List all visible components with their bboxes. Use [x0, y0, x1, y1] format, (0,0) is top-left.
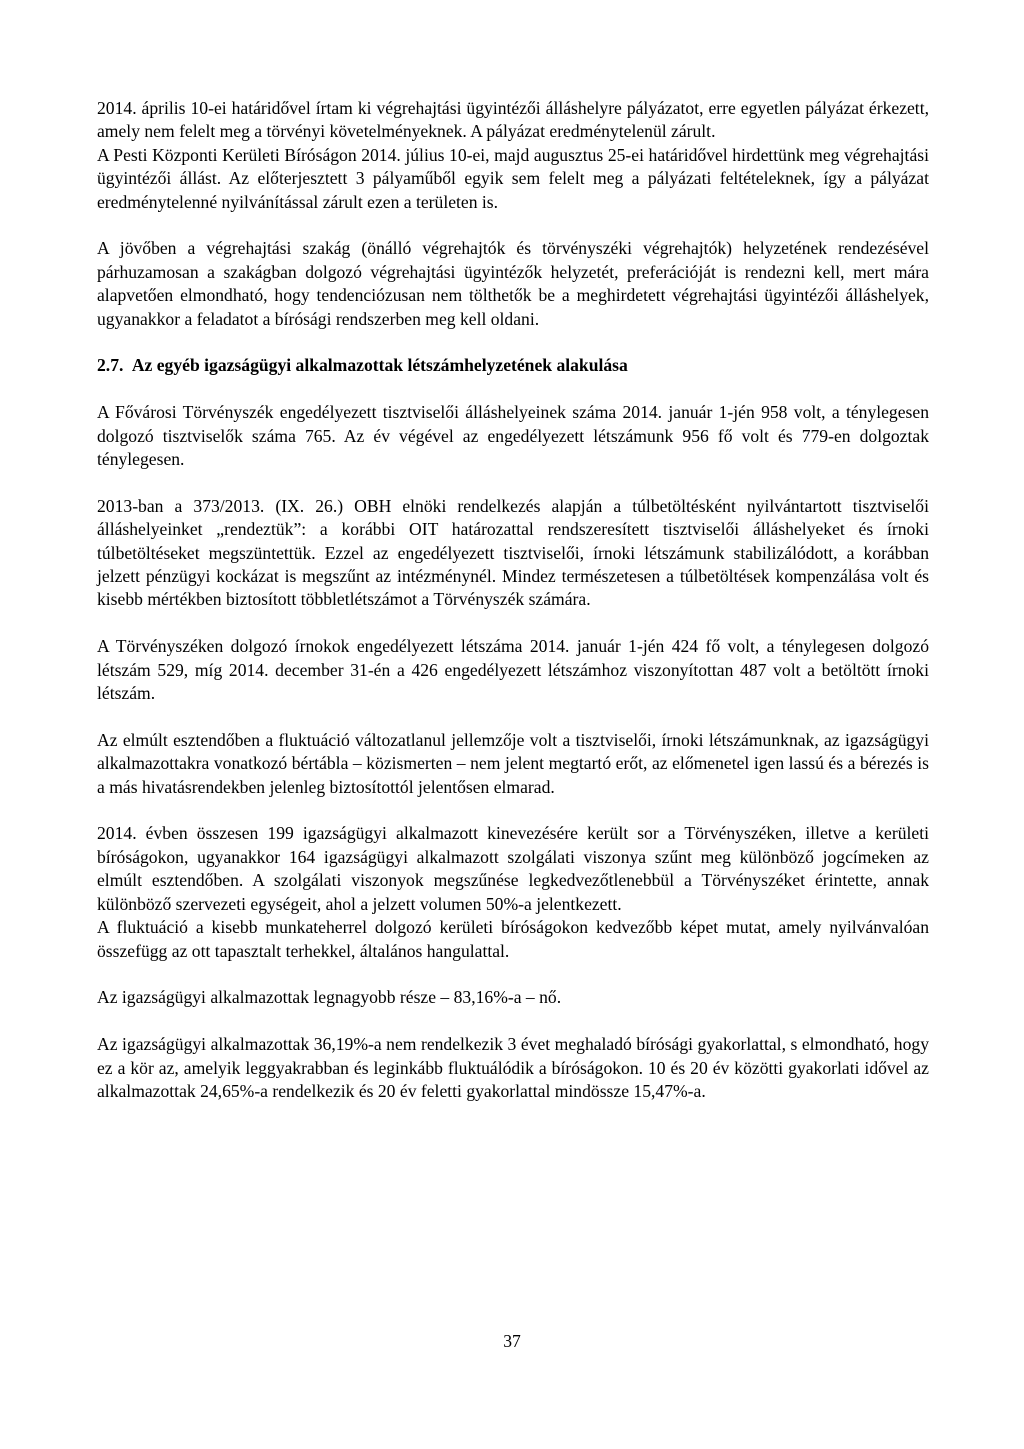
paragraph-3: A jövőben a végrehajtási szakág (önálló végrehajtók és törvényszéki végrehajtók) helyzetének rendezésével párhuzamosan a szakágban dolgozó végrehajtási ügyintézők helyzetét, preferációját is rendezni kell, mert mára alapvetően elmondható, hogy tendenciózusan nem tölthetők be a meghirdetett végrehajtási ügyintézői álláshelyek, ugyanakkor a feladatot a bírósági rendszerben meg kell oldani.: [97, 238, 929, 329]
paragraph-6: A Törvényszéken dolgozó írnokok engedélyezett létszáma 2014. január 1-jén 424 fő volt, a ténylegesen dolgozó létszám 529, míg 2014. december 31-én a 426 engedélyezett létszámhoz viszonyítottan 487 volt a betöltött írnoki létszám.: [97, 636, 929, 704]
document-page: [97, 97, 929, 1103]
paragraph-8: 2014. évben összesen 199 igazságügyi alkalmazott kinevezésére került sor a Törvényszéken, illetve a kerületi bíróságokon, ugyanakkor 164 igazságügyi alkalmazott szolgálati viszonya szűnt meg különböző jogcímeken az elmúlt esztendőben. A szolgálati viszonyok megszűnése legkedvezőtlenebbül a Törvényszéket érintette, annak különböző szervezeti egységeit, ahol a jelzett volumen 50%-a jelentkezett.: [97, 823, 929, 914]
page-number: 37: [503, 1331, 521, 1351]
paragraph-9: A fluktuáció a kisebb munkateherrel dolgozó kerületi bíróságokon kedvezőbb képet mutat, amely nyilvánvalóan összefügg az ott tapasztalt terhekkel, általános hangulattal.: [97, 917, 929, 961]
paragraph-4: A Fővárosi Törvényszék engedélyezett tisztviselői álláshelyeinek száma 2014. január 1-jén 958 volt, a ténylegesen dolgozó tisztviselők száma 765. Az év végével az engedélyezett létszámunk 956 fő volt és 779-en dolgoztak ténylegesen.: [97, 402, 929, 470]
paragraph-11: Az igazságügyi alkalmazottak 36,19%-a nem rendelkezik 3 évet meghaladó bírósági gyakorlattal, s elmondható, hogy ez a kör az, amelyik leggyakrabban és leginkább fluktuálódik a bíróságokon. 10 és 20 év közötti gyakorlati idővel az alkalmazottak 24,65%-a rendelkezik és 20 év feletti gyakorlattal mindössze 15,47%-a.: [97, 1034, 929, 1101]
paragraph-2: A Pesti Központi Kerületi Bíróságon 2014. július 10-ei, majd augusztus 25-ei határidővel hirdettünk meg végrehajtási ügyintézői állást. Az előterjesztett 3 pályaműből egyik sem felelt meg a pályázati feltételeknek, így a pályázat eredménytelenné nyilvánítással zárult ezen a területen is.: [97, 144, 929, 212]
paragraph-7: Az elmúlt esztendőben a fluktuáció változatlanul jellemzője volt a tisztviselői, írnoki létszámunknak, az igazságügyi alkalmazottakra vonatkozó bértábla – közismerten – nem jelent megtartó erőt, az előmenetel igen lassú és a bérezés is a más hivatásrendekben jelenleg biztosítottól jelentősen elmarad.: [97, 729, 929, 797]
paragraph-10: Az igazságügyi alkalmazottak legnagyobb része – 83,16%-a – nő.: [97, 987, 562, 1008]
section-heading: [97, 354, 929, 377]
section-number: 2.7.: [97, 355, 124, 376]
section-title: Az egyéb igazságügyi alkalmazottak létszámhelyzetének alakulása: [131, 355, 628, 376]
paragraph-5: 2013-ban a 373/2013. (IX. 26.) OBH elnöki rendelkezés alapján a túlbetöltésként nyilvántartott tisztviselői álláshelyeinket „rendeztük”: a korábbi OIT határozattal rendszeresített tisztviselői álláshelyeket és írnoki túlbetöltéseket megszüntettük. Ezzel az engedélyezett tisztviselői, írnoki létszámunk stabilizálódott, a korábban jelzett pénzügyi kockázat is megszűnt az intézménynél. Mindez természetesen a túlbetöltések kompenzálása volt és kisebb mértékben biztosított többletlétszámot a Törvényszék számára.: [97, 495, 929, 610]
paragraph-1: 2014. április 10-ei határidővel írtam ki végrehajtási ügyintézői álláshelyre pályázatot, erre egyetlen pályázat érkezett, amely nem felelt meg a törvényi követelményeknek. A pályázat eredménytelenül zárult.: [97, 98, 929, 142]
